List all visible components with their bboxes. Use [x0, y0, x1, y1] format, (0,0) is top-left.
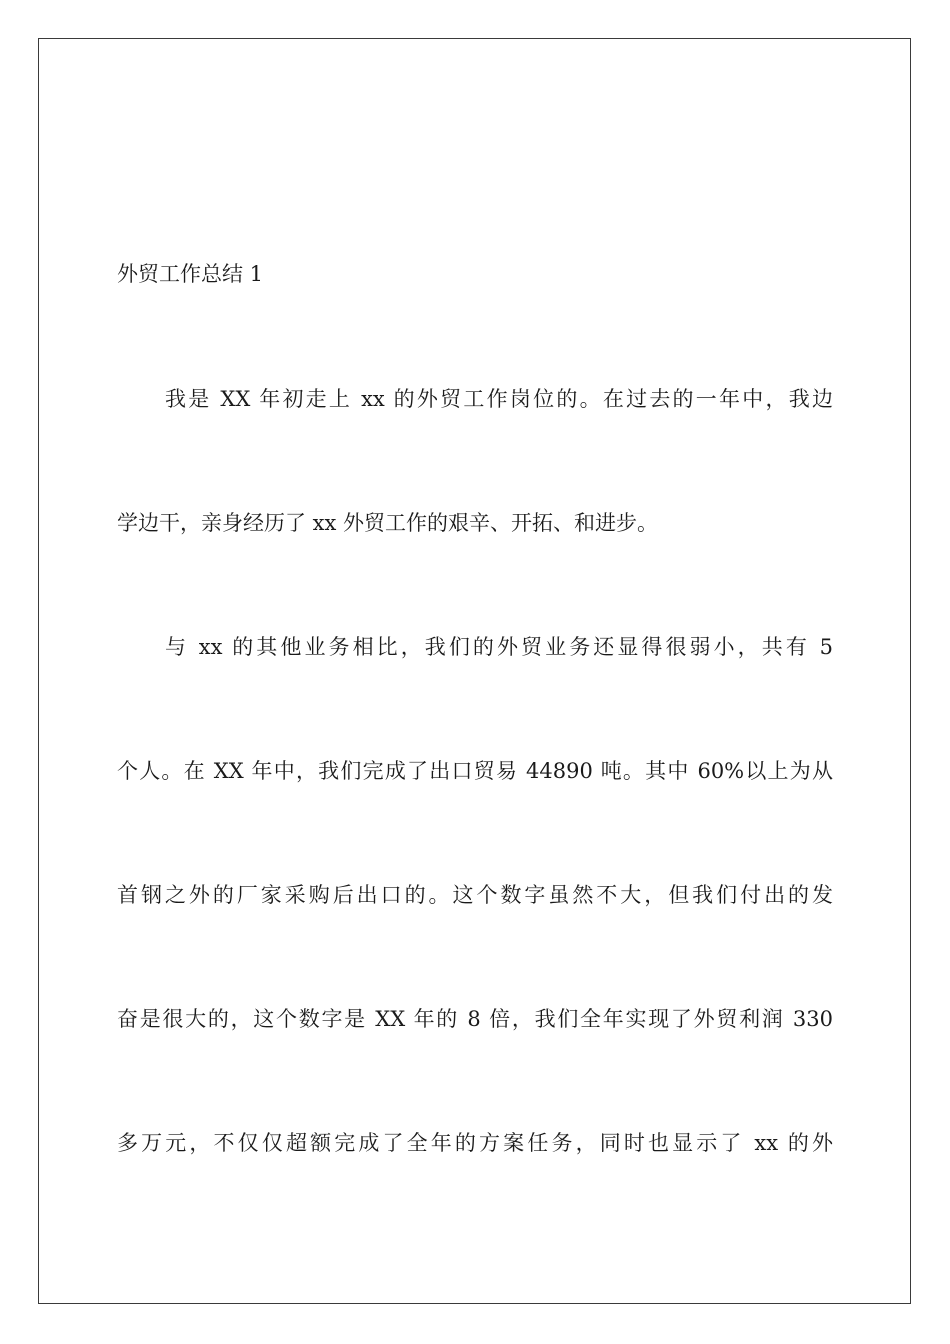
paragraph-2-line-3: 首钢之外的厂家采购后出口的。这个数字虽然不大，但我们付出的发	[117, 883, 833, 907]
paragraph-2-line-2: 个人。在 XX 年中，我们完成了出口贸易 44890 吨。其中 60%以上为从	[117, 759, 833, 783]
page-border	[38, 38, 911, 1304]
paragraph-2-line-1: 与 xx 的其他业务相比，我们的外贸业务还显得很弱小，共有 5	[165, 635, 833, 659]
paragraph-2-line-5: 多万元，不仅仅超额完成了全年的方案任务，同时也显示了 xx 的外	[117, 1131, 833, 1155]
paragraph-1-line-1: 我是 XX 年初走上 xx 的外贸工作岗位的。在过去的一年中，我边	[165, 387, 833, 411]
paragraph-2-line-4: 奋是很大的，这个数字是 XX 年的 8 倍，我们全年实现了外贸利润 330	[117, 1007, 833, 1031]
document-title: 外贸工作总结 1	[117, 262, 264, 286]
paragraph-1-line-2: 学边干，亲身经历了 xx 外贸工作的艰辛、开拓、和进步。	[117, 511, 659, 535]
